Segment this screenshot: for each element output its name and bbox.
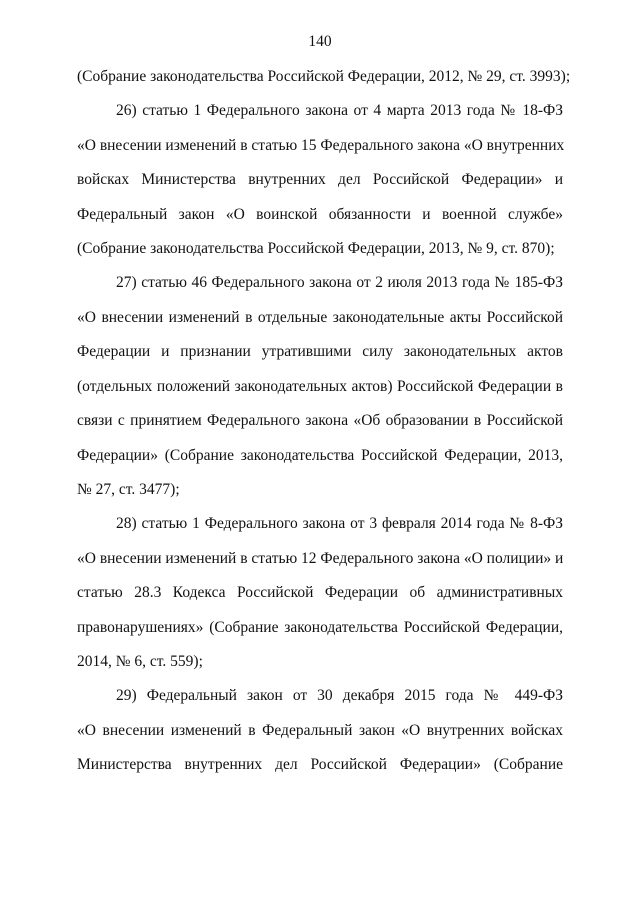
text-line: (отдельных положений законодательных актов) Российской Федерации в [77,378,563,395]
text-line: «О внесении изменений в Федеральный закон «О внутренних войсках [77,722,563,739]
text-line: правонарушениях» (Собрание законодательства Российской Федерации, [77,619,563,636]
text-line-paragraph-start: 29) Федеральный закон от 30 декабря 2015 года № 449-ФЗ [116,687,563,704]
text-line-paragraph-start: 26) статью 1 Федерального закона от 4 марта 2013 года № 18-ФЗ [116,102,563,119]
text-line: № 27, ст. 3477); [77,481,180,498]
text-line: Министерства внутренних дел Российской Федерации» (Собрание [77,756,563,773]
text-line: 2014, № 6, ст. 559); [77,653,203,670]
text-line: (Собрание законодательства Российской Федерации, 2012, № 29, ст. 3993); [77,68,571,85]
text-line: Федерации и признании утратившими силу законодательных актов [77,343,563,360]
page-number: 140 [308,33,332,50]
text-line: «О внесении изменений в статью 12 Федерального закона «О полиции» и [77,550,564,567]
text-line: войсках Министерства внутренних дел Российской Федерации» и [77,171,563,188]
text-line: «О внесении изменений в статью 15 Федерального закона «О внутренних [77,137,565,154]
text-line: «О внесении изменений в отдельные законодательные акты Российской [77,309,563,326]
text-line: статью 28.3 Кодекса Российской Федерации об административных [77,584,563,601]
text-line: Федерации» (Собрание законодательства Российской Федерации, 2013, [77,447,563,464]
text-line-paragraph-start: 28) статью 1 Федерального закона от 3 февраля 2014 года № 8-ФЗ [116,515,563,532]
text-line-paragraph-start: 27) статью 46 Федерального закона от 2 июля 2013 года № 185-ФЗ [116,274,563,291]
text-line: связи с принятием Федерального закона «Об образовании в Российской [77,412,563,429]
text-line: (Собрание законодательства Российской Федерации, 2013, № 9, ст. 870); [77,240,555,257]
text-line: Федеральный закон «О воинской обязанности и военной службе» [77,206,563,223]
